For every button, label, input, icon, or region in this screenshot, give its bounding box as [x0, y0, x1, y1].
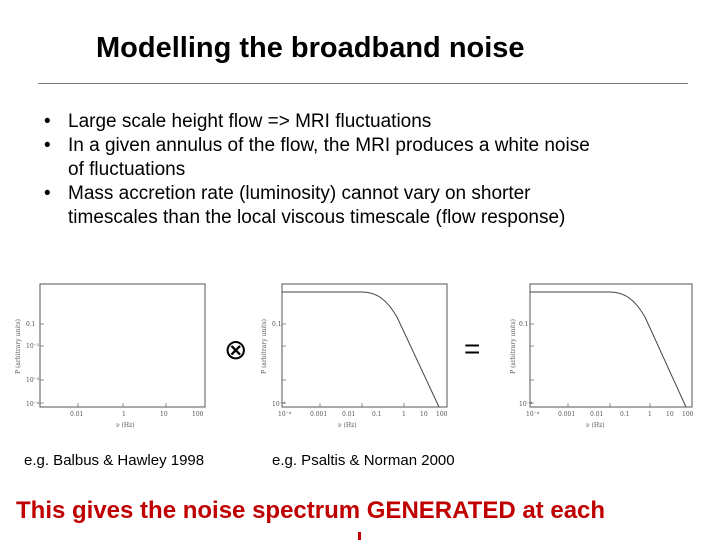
x-tick-label: 0.01	[342, 411, 356, 418]
plot-frame	[40, 284, 205, 407]
x-tick-label: 100	[436, 411, 448, 418]
x-tick-label: 100	[682, 411, 694, 418]
x-tick-label: 0.01	[590, 411, 604, 418]
x-tick-label: 0.001	[310, 411, 328, 418]
y-axis-label: P (arbitrary units)	[261, 319, 268, 374]
footer-statement: This gives the noise spectrum GENERATED at each	[16, 497, 606, 524]
y-tick-label: 0.1	[26, 321, 36, 328]
x-axis-label: ν (Hz)	[586, 422, 605, 429]
x-tick-label: 1	[122, 411, 126, 418]
citation-right: e.g. Psaltis & Norman 2000	[272, 452, 455, 469]
x-axis-label: ν (Hz)	[116, 422, 135, 429]
y-tick-label: 10⁻⁴	[26, 401, 40, 408]
slide-title: Modelling the broadband noise	[96, 32, 525, 64]
y-tick-label: 10⁻⁴	[519, 401, 533, 408]
y-tick-label: 0.1	[272, 321, 282, 328]
bullet-item	[44, 182, 604, 230]
x-tick-label: 0.01	[70, 411, 84, 418]
response-curve	[282, 292, 439, 407]
x-tick-label: 0.1	[620, 411, 630, 418]
filter-response-plot	[262, 282, 452, 432]
x-tick-label: 10⁻⁴	[526, 411, 540, 418]
x-axis-label: ν (Hz)	[338, 422, 357, 429]
x-tick-label: 1	[648, 411, 652, 418]
footer-overflow-glyph	[358, 532, 361, 540]
x-tick-label: 10	[420, 411, 428, 418]
y-tick-label: 10⁻⁴	[272, 401, 286, 408]
bullet-marker: •	[44, 111, 51, 132]
bullet-item	[44, 134, 604, 182]
title-divider	[38, 83, 688, 84]
x-tick-label: 10	[666, 411, 674, 418]
x-tick-label: 0.1	[372, 411, 382, 418]
plot-ticks	[282, 324, 404, 407]
plot-ticks	[530, 324, 650, 407]
plot-ticks	[40, 324, 166, 407]
y-axis-label: P (arbitrary units)	[15, 319, 22, 374]
bullet-text: Large scale height flow => MRI fluctuations	[68, 111, 432, 132]
result-curve	[530, 292, 686, 407]
x-tick-label: 100	[192, 411, 204, 418]
bullet-text: Mass accretion rate (luminosity) cannot vary on shorter timescales than the local viscous timescale (flow response)	[68, 183, 566, 228]
x-tick-label: 1	[402, 411, 406, 418]
y-tick-label: 10⁻³	[26, 377, 40, 384]
equals-symbol: =	[464, 333, 481, 364]
bullet-text: In a given annulus of the flow, the MRI produces a white noise of fluctuations	[68, 135, 590, 180]
plot-frame	[282, 284, 447, 407]
white-noise-plot	[8, 282, 213, 432]
result-spectrum-plot	[508, 282, 698, 432]
x-tick-label: 0.001	[558, 411, 576, 418]
y-tick-label: 0.1	[519, 321, 529, 328]
y-tick-label: 10⁻²	[26, 343, 40, 350]
y-axis-label: P (arbitrary units)	[510, 319, 517, 374]
bullet-marker: •	[44, 135, 51, 156]
plot-frame	[530, 284, 692, 407]
bullet-marker: •	[44, 183, 51, 204]
bullet-item	[44, 110, 604, 134]
citation-left: e.g. Balbus & Hawley 1998	[24, 452, 205, 469]
bullet-list	[44, 110, 604, 230]
convolution-symbol: ⊗	[224, 334, 248, 365]
x-tick-label: 10	[160, 411, 168, 418]
x-tick-label: 10⁻⁴	[278, 411, 292, 418]
